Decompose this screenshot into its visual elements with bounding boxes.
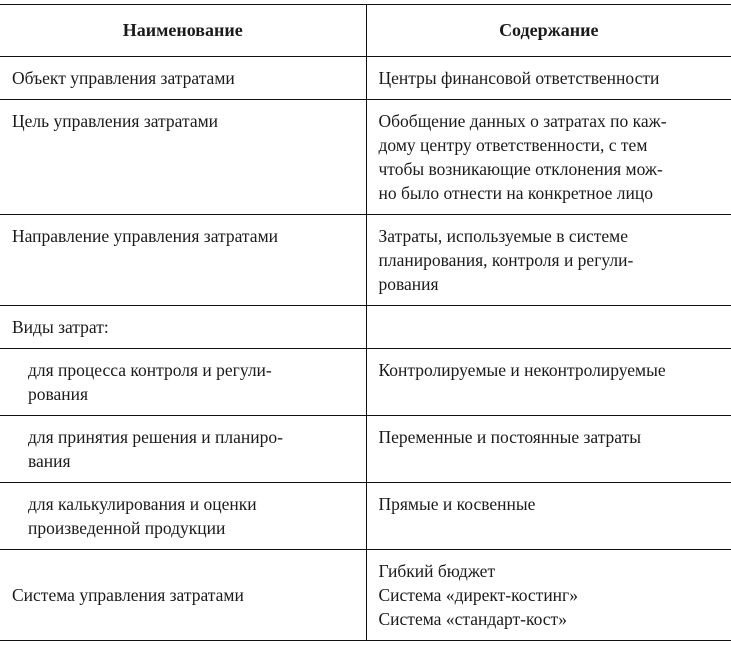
cell-value-text: [367, 215, 731, 305]
text-line: для процесса контроля и регули-: [28, 360, 272, 380]
text-line: произведенной продукции: [28, 518, 226, 538]
text-line: рования: [28, 384, 89, 404]
text-line: Контролируемые и неконтролируемые: [378, 360, 666, 380]
text-line: Затраты, используемые в системе: [378, 226, 628, 246]
table-header-row: [0, 5, 731, 57]
cell-name-kinds-control: [0, 349, 366, 416]
text-line: Направление управления затратами: [12, 226, 279, 246]
cell-value-text: [367, 100, 731, 214]
cell-value-kinds-costing: [366, 483, 731, 550]
column-header-value: [366, 5, 731, 57]
cell-name-text: [0, 483, 366, 549]
cell-value-object: [366, 57, 731, 100]
text-line: Переменные и постоянные затраты: [378, 427, 642, 447]
cell-name-kinds-costing: [0, 483, 366, 550]
text-line: Виды затрат:: [12, 317, 109, 337]
cell-value-text: [367, 306, 731, 348]
cell-name-text: [0, 100, 366, 142]
cell-value-kinds-heading: [366, 306, 731, 349]
cell-value-system: [366, 550, 731, 641]
cell-name-text: [0, 349, 366, 415]
cell-name-goal: [0, 100, 366, 215]
cell-value-text: [367, 349, 731, 391]
table-header: [0, 5, 731, 57]
text-line: Обобщение данных о затратах по каж-: [378, 111, 667, 131]
cell-value-text: [367, 550, 731, 640]
text-line: Цель управления затратами: [12, 111, 219, 131]
text-line: Система «директ-костинг»: [378, 585, 578, 605]
cell-name-kinds-heading: [0, 306, 366, 349]
table-row: [0, 349, 731, 416]
table-body: [0, 57, 731, 641]
text-line: Объект управления затратами: [12, 68, 235, 88]
table-row: [0, 57, 731, 100]
cell-name-direction: [0, 215, 366, 306]
cell-value-text: [367, 483, 731, 525]
text-line: Система управления затратами: [12, 585, 244, 605]
cell-name-object: [0, 57, 366, 100]
table-row: [0, 306, 731, 349]
text-line: для калькулирования и оценки: [28, 494, 257, 514]
column-header-value-label: Содержание: [499, 20, 599, 40]
cell-value-kinds-control: [366, 349, 731, 416]
text-line: Центры финансовой ответственности: [378, 68, 660, 88]
text-line: Гибкий бюджет: [378, 561, 496, 581]
text-line: планирования, контроля и регули-: [378, 250, 634, 270]
cell-name-text: [0, 583, 366, 607]
table-row: [0, 215, 731, 306]
text-line: рования: [378, 274, 439, 294]
text-line: Система «стандарт-кост»: [378, 609, 567, 629]
cell-name-text: [0, 57, 366, 99]
cell-value-kinds-decision: [366, 416, 731, 483]
cell-name-kinds-decision: [0, 416, 366, 483]
table-row: [0, 416, 731, 483]
text-line: чтобы возникающие отклонения мож-: [378, 159, 663, 179]
column-header-name: [0, 5, 366, 57]
column-header-name-label: Наименование: [122, 20, 243, 40]
table-row: [0, 100, 731, 215]
cell-value-goal: [366, 100, 731, 215]
table-row: [0, 550, 731, 641]
text-line: для принятия решения и планиро-: [28, 427, 283, 447]
cell-value-text: [367, 416, 731, 458]
cell-name-text: [0, 416, 366, 482]
text-line: вания: [28, 451, 71, 471]
cell-value-direction: [366, 215, 731, 306]
cell-value-text: [367, 57, 731, 99]
cost-management-table: [0, 4, 731, 641]
text-line: Прямые и косвенные: [378, 494, 536, 514]
cell-name-system: [0, 550, 366, 641]
table-row: [0, 483, 731, 550]
text-line: дому центру ответственности, с тем: [378, 135, 648, 155]
text-line: но было отнести на конкретное лицо: [378, 183, 653, 203]
cell-name-text: [0, 215, 366, 257]
cell-name-text: [0, 306, 366, 348]
